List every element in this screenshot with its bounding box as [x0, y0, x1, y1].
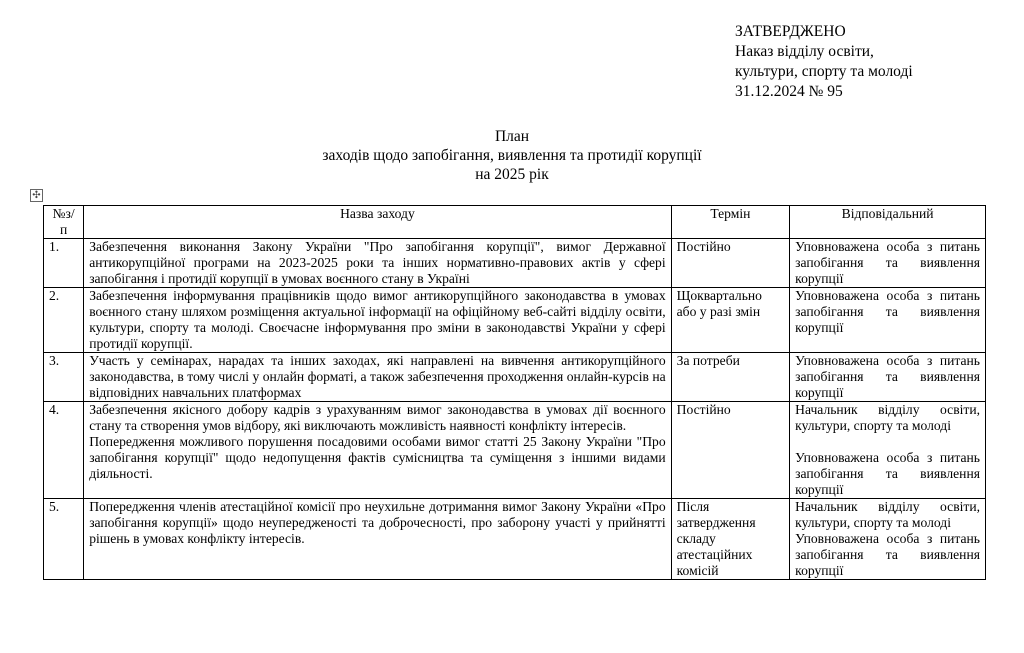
row-responsible [790, 499, 986, 580]
row-responsible [790, 402, 986, 499]
table-row [44, 288, 986, 353]
approval-department: культури, спорту та молоді [735, 63, 913, 80]
row-num: 2. [44, 288, 84, 353]
header-name: Назва заходу [84, 206, 671, 239]
responsible-text: Начальник відділу освіти, культури, спорту та молоді [795, 402, 980, 433]
table-header-row [44, 206, 986, 239]
measure-text: Участь у семінарах, нарадах та інших заходах, які направлені на вивчення антикорупційного законодавства, в тому числі у онлайн форматі, а також забезпечення проходження онлайн-курсів на відповідних навчальних платформах [89, 353, 666, 400]
approval-block [735, 22, 913, 102]
approval-order: Наказ відділу освіти, [735, 43, 874, 60]
row-num: 1. [44, 239, 84, 288]
responsible-text: Начальник відділу освіти, культури, спорту та молоді [795, 499, 980, 530]
title-year: на 2025 рік [475, 166, 549, 183]
approval-heading: ЗАТВЕРДЖЕНО [735, 23, 846, 40]
row-term: Постійно [671, 402, 790, 499]
table-row [44, 402, 986, 499]
move-handle-icon[interactable]: ✣ [30, 189, 43, 202]
document-title [0, 127, 1024, 184]
table-row [44, 239, 986, 288]
row-term: Постійно [671, 239, 790, 288]
plan-table [43, 205, 986, 580]
title-subject: заходів щодо запобігання, виявлення та протидії корупції [322, 147, 702, 164]
row-measure [84, 402, 671, 499]
row-measure [84, 239, 671, 288]
row-measure [84, 288, 671, 353]
row-term: Після затвердження складу атестаційних комісій [671, 499, 790, 580]
row-measure [84, 353, 671, 402]
row-responsible [790, 353, 986, 402]
responsible-text: Уповноважена особа з питань запобігання та виявлення корупції [795, 353, 980, 400]
table-row [44, 353, 986, 402]
measure-text: Забезпечення інформування працівників щодо вимог антикорупційного законодавства в умовах воєнного стану шляхом розміщення актуальної інформації на офіційному веб-сайті відділу освіти, культури, спорту та молоді. Своєчасне інформування про зміни в законодавстві України у сфері протидії корупції. [89, 288, 666, 351]
title-plan: План [494, 128, 530, 145]
measure-text: Забезпечення виконання Закону України "Про запобігання корупції", вимог Державної антикорупційної програми на 2023-2025 роки та інших нормативно-правових актів у сфері запобігання і протидії корупції в умовах воєнного стану в Україні [89, 239, 666, 286]
header-responsible: Відповідальний [790, 206, 986, 239]
row-num: 5. [44, 499, 84, 580]
row-responsible [790, 288, 986, 353]
responsible-text: Уповноважена особа з питань запобігання та виявлення корупції [795, 239, 980, 286]
responsible-text: Уповноважена особа з питань запобігання та виявлення корупції [795, 288, 980, 335]
table-row [44, 499, 986, 580]
header-num: №з/п [44, 206, 84, 239]
responsible-text: Уповноважена особа з питань запобігання та виявлення корупції [795, 531, 980, 578]
row-measure [84, 499, 671, 580]
row-responsible [790, 239, 986, 288]
row-term: За потреби [671, 353, 790, 402]
approval-date-number: 31.12.2024 № 95 [735, 83, 843, 100]
responsible-text: Уповноважена особа з питань запобігання та виявлення корупції [795, 450, 980, 497]
header-term: Термін [671, 206, 790, 239]
measure-text: Забезпечення якісного добору кадрів з урахуванням вимог законодавства в умовах дії воєнного стану та створення умов відбору, які виключають можливість наявності конфлікту інтересів. [89, 402, 666, 433]
row-num: 3. [44, 353, 84, 402]
measure-text: Попередження можливого порушення посадовими особами вимог статті 25 Закону України "Про запобігання корупції" щодо недопущення фактів сумісництва та суміщення з іншими видами діяльності. [89, 434, 666, 481]
row-term: Щоквартально або у разі змін [671, 288, 790, 353]
row-num: 4. [44, 402, 84, 499]
measure-text: Попередження членів атестаційної комісії про неухильне дотримання вимог Закону України «Про запобігання корупції» щодо неупередженості та доброчесності, про заборону участі у прийнятті рішень в умовах конфлікту інтересів. [89, 499, 666, 546]
